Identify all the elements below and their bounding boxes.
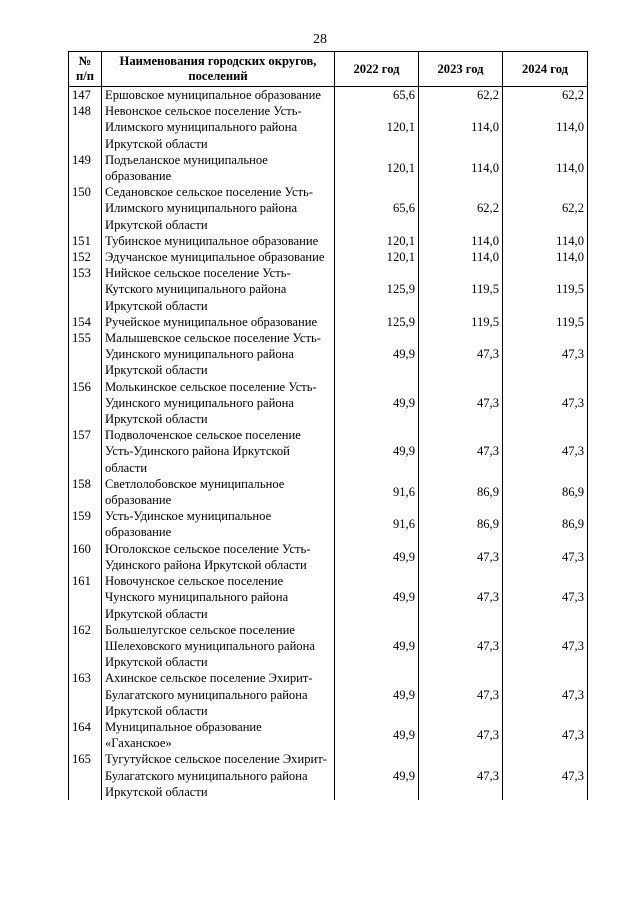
value-2024: 47,3: [503, 670, 588, 719]
value-2022: 120,1: [335, 152, 419, 184]
settlement-name: Светлолобовское муниципальное образование: [102, 476, 335, 508]
value-2024: 47,3: [503, 541, 588, 573]
settlement-name: Ручейское муниципальное образование: [102, 314, 335, 330]
settlement-name: Тугутуйское сельское поселение Эхирит-Булагатского муниципального района Иркутской области: [102, 751, 335, 800]
value-2022: 125,9: [335, 314, 419, 330]
value-2022: 65,6: [335, 87, 419, 104]
row-number: 160: [69, 541, 102, 573]
value-2023: 119,5: [419, 265, 503, 314]
settlement-name: Юголокское сельское поселение Усть-Удинского района Иркутской области: [102, 541, 335, 573]
table-row: [69, 249, 588, 265]
value-2022: 49,9: [335, 719, 419, 751]
value-2023: 86,9: [419, 508, 503, 540]
row-number: 157: [69, 427, 102, 476]
row-number: 159: [69, 508, 102, 540]
table-row: [69, 541, 588, 573]
settlement-name: Тубинское муниципальное образование: [102, 233, 335, 249]
row-number: 162: [69, 622, 102, 671]
row-number: 161: [69, 573, 102, 622]
value-2024: 114,0: [503, 103, 588, 152]
table-header-row: [69, 52, 588, 87]
value-2024: 86,9: [503, 508, 588, 540]
value-2023: 119,5: [419, 314, 503, 330]
value-2023: 47,3: [419, 541, 503, 573]
settlement-name: Малышевское сельское поселение Усть-Удинского муниципального района Иркутской области: [102, 330, 335, 379]
settlement-name: Молькинское сельское поселение Усть-Удинского муниципального района Иркутской области: [102, 379, 335, 428]
table-row: [69, 622, 588, 671]
value-2022: 120,1: [335, 249, 419, 265]
value-2023: 62,2: [419, 87, 503, 104]
row-number: 152: [69, 249, 102, 265]
value-2022: 120,1: [335, 103, 419, 152]
settlement-name: Подволоченское сельское поселение Усть-Удинского района Иркутской области: [102, 427, 335, 476]
value-2022: 120,1: [335, 233, 419, 249]
value-2024: 114,0: [503, 152, 588, 184]
value-2024: 119,5: [503, 314, 588, 330]
header-2024: 2024 год: [503, 52, 588, 87]
row-number: 158: [69, 476, 102, 508]
header-num: № п/п: [69, 52, 102, 87]
value-2024: 47,3: [503, 719, 588, 751]
table-row: [69, 330, 588, 379]
settlement-name: Новочунское сельское поселение Чунского муниципального района Иркутской области: [102, 573, 335, 622]
table-row: [69, 476, 588, 508]
row-number: 149: [69, 152, 102, 184]
settlement-name: Подъеланское муниципальное образование: [102, 152, 335, 184]
header-2023: 2023 год: [419, 52, 503, 87]
table-row: [69, 379, 588, 428]
row-number: 163: [69, 670, 102, 719]
value-2024: 114,0: [503, 249, 588, 265]
value-2022: 91,6: [335, 476, 419, 508]
table-row: [69, 152, 588, 184]
value-2023: 47,3: [419, 330, 503, 379]
row-number: 153: [69, 265, 102, 314]
value-2023: 62,2: [419, 184, 503, 233]
settlement-name: Невонское сельское поселение Усть-Илимского муниципального района Иркутской области: [102, 103, 335, 152]
value-2024: 47,3: [503, 573, 588, 622]
header-2022: 2022 год: [335, 52, 419, 87]
value-2024: 86,9: [503, 476, 588, 508]
value-2023: 86,9: [419, 476, 503, 508]
table-row: [69, 573, 588, 622]
settlement-name: Усть-Удинское муниципальное образование: [102, 508, 335, 540]
settlement-name: Седановское сельское поселение Усть-Илимского муниципального района Иркутской области: [102, 184, 335, 233]
table-row: [69, 87, 588, 104]
table-row: [69, 265, 588, 314]
value-2024: 114,0: [503, 233, 588, 249]
value-2022: 49,9: [335, 379, 419, 428]
value-2024: 47,3: [503, 622, 588, 671]
settlement-name: Муниципальное образование «Гаханское»: [102, 719, 335, 751]
value-2022: 125,9: [335, 265, 419, 314]
row-number: 150: [69, 184, 102, 233]
value-2022: 65,6: [335, 184, 419, 233]
value-2022: 49,9: [335, 622, 419, 671]
value-2023: 47,3: [419, 573, 503, 622]
budget-table: [68, 51, 588, 800]
settlement-name: Большелугское сельское поселение Шелеховского муниципального района Иркутской области: [102, 622, 335, 671]
value-2023: 114,0: [419, 249, 503, 265]
value-2022: 49,9: [335, 330, 419, 379]
row-number: 151: [69, 233, 102, 249]
value-2022: 49,9: [335, 573, 419, 622]
settlement-name: Ершовское муниципальное образование: [102, 87, 335, 104]
value-2022: 49,9: [335, 670, 419, 719]
value-2024: 47,3: [503, 330, 588, 379]
row-number: 154: [69, 314, 102, 330]
value-2023: 47,3: [419, 670, 503, 719]
table-row: [69, 184, 588, 233]
table-row: [69, 670, 588, 719]
settlement-name: Эдучанское муниципальное образование: [102, 249, 335, 265]
value-2022: 91,6: [335, 508, 419, 540]
row-number: 165: [69, 751, 102, 800]
value-2024: 62,2: [503, 184, 588, 233]
value-2023: 114,0: [419, 233, 503, 249]
row-number: 148: [69, 103, 102, 152]
row-number: 155: [69, 330, 102, 379]
table-row: [69, 314, 588, 330]
value-2023: 47,3: [419, 379, 503, 428]
value-2024: 47,3: [503, 751, 588, 800]
value-2022: 49,9: [335, 751, 419, 800]
table-row: [69, 103, 588, 152]
value-2023: 47,3: [419, 427, 503, 476]
value-2024: 119,5: [503, 265, 588, 314]
value-2024: 47,3: [503, 427, 588, 476]
row-number: 156: [69, 379, 102, 428]
table-row: [69, 751, 588, 800]
table-row: [69, 719, 588, 751]
value-2022: 49,9: [335, 541, 419, 573]
value-2024: 62,2: [503, 87, 588, 104]
table-row: [69, 427, 588, 476]
value-2023: 47,3: [419, 622, 503, 671]
table-row: [69, 233, 588, 249]
value-2024: 47,3: [503, 379, 588, 428]
table-row: [69, 508, 588, 540]
settlement-name: Нийское сельское поселение Усть-Кутского муниципального района Иркутской области: [102, 265, 335, 314]
value-2023: 47,3: [419, 719, 503, 751]
value-2023: 114,0: [419, 103, 503, 152]
value-2022: 49,9: [335, 427, 419, 476]
row-number: 147: [69, 87, 102, 104]
value-2023: 47,3: [419, 751, 503, 800]
header-name: Наименования городских округов, поселений: [102, 52, 335, 87]
settlement-name: Ахинское сельское поселение Эхирит-Булагатского муниципального района Иркутской области: [102, 670, 335, 719]
row-number: 164: [69, 719, 102, 751]
value-2023: 114,0: [419, 152, 503, 184]
page-number: 28: [313, 32, 327, 47]
table-body: [69, 87, 588, 800]
